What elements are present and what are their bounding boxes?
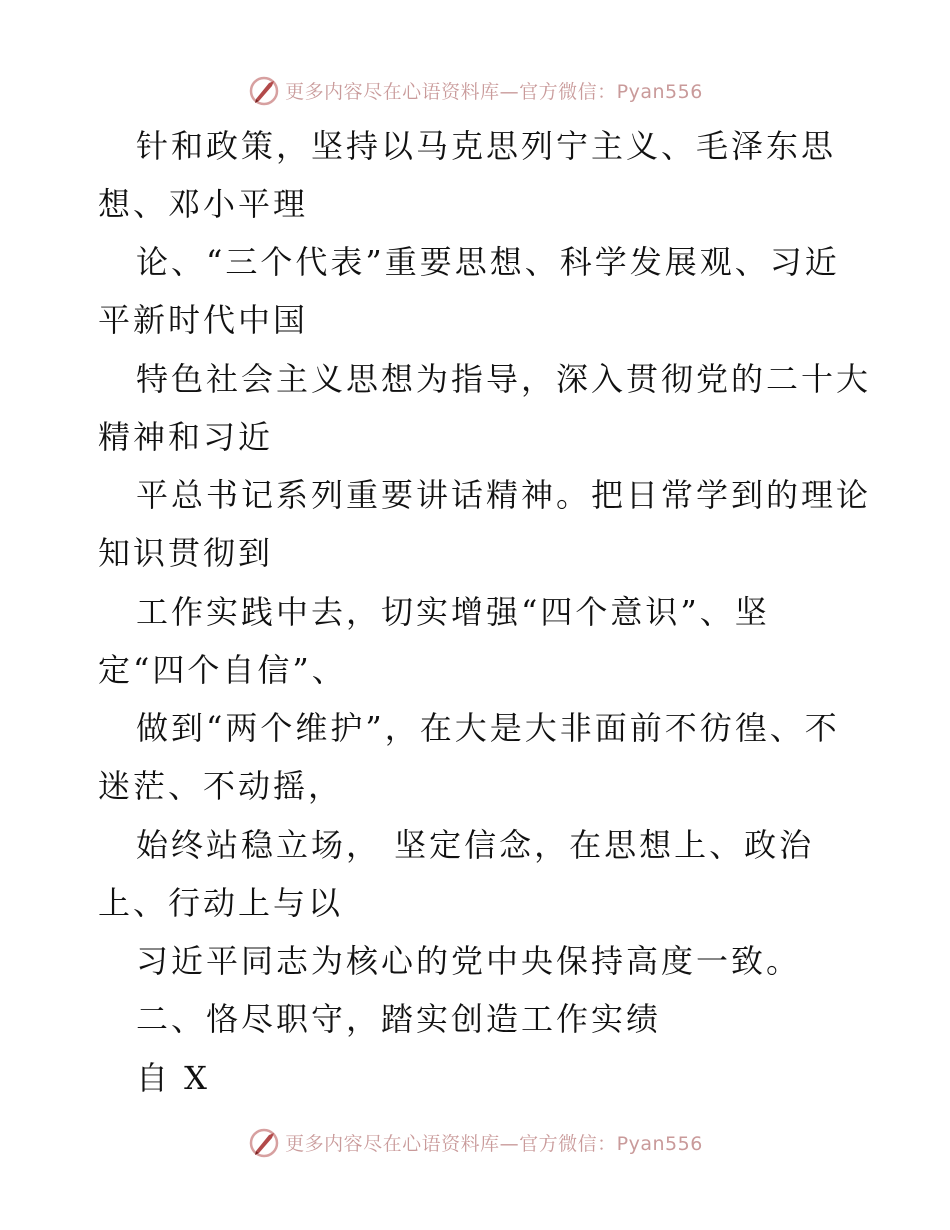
watermark-text: 更多内容尽在心语资料库—官方微信：Pyan556 xyxy=(285,1132,703,1155)
section-heading: 二、恪尽职守，踏实创造工作实绩 xyxy=(136,1000,662,1038)
text-line: 自 X xyxy=(136,1059,210,1097)
text-line: 始终站稳立场， 坚定信念，在思想上、政治 xyxy=(136,826,815,864)
text-line: 针和政策，坚持以马克思列宁主义、毛泽东思 xyxy=(136,127,837,165)
text-line: 平总书记系列重要讲话精神。把日常学到的理论 xyxy=(136,476,872,514)
text-line: 平新时代中国 xyxy=(98,301,309,339)
text-line: 习近平同志为核心的党中央保持高度一致。 xyxy=(136,942,802,980)
text-line: 知识贯彻到 xyxy=(98,534,274,572)
text-line: 特色社会主义思想为指导，深入贯彻党的二十大 xyxy=(136,360,872,398)
text-line: 做到“两个维护”，在大是大非面前不彷徨、不 xyxy=(136,709,840,747)
text-line: 定“四个自信”、 xyxy=(98,651,347,689)
watermark-text: 更多内容尽在心语资料库—官方微信：Pyan556 xyxy=(285,80,703,103)
text-line: 上、行动上与以 xyxy=(98,884,344,922)
text-line: 迷茫、不动摇， xyxy=(98,767,344,805)
text-line: 想、邓小平理 xyxy=(98,185,309,223)
text-line: 工作实践中去，切实增强“四个意识”、坚 xyxy=(136,593,770,631)
text-line: 论、“三个代表”重要思想、科学发展观、习近 xyxy=(136,243,840,281)
text-line: 精神和习近 xyxy=(98,418,274,456)
footer-watermark xyxy=(0,1122,950,1162)
pen-nib-logo-icon xyxy=(247,1125,281,1159)
